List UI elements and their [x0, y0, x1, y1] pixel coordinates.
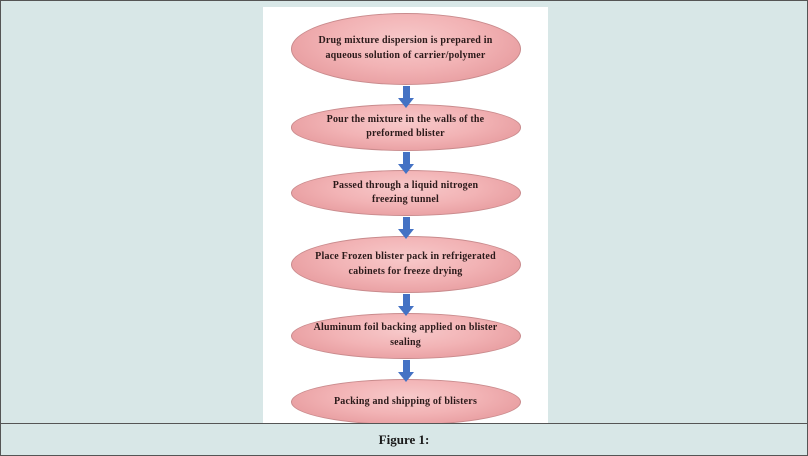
flowchart: [263, 7, 548, 425]
flow-arrow-2: [398, 152, 414, 169]
flow-node-1: [291, 13, 521, 85]
flow-node-3-label: Passed through a liquid nitrogen freezing tunnel: [332, 179, 479, 206]
flow-arrow-5: [398, 360, 414, 377]
flow-arrow-4: [398, 294, 414, 311]
flow-arrow-3: [398, 217, 414, 234]
flow-node-2: [291, 104, 521, 150]
flow-node-6: [291, 379, 521, 425]
flow-node-5: [291, 313, 521, 359]
arrow-head-icon: [398, 372, 414, 382]
arrow-head-icon: [398, 306, 414, 316]
figure-caption-bar: [1, 423, 807, 455]
flow-node-5-label: Aluminum foil backing applied on blister sealing: [313, 322, 498, 348]
flow-node-4-label: Place Frozen blister pack in refrigerated cabinets for freeze drying: [315, 251, 496, 277]
flow-arrow-1: [398, 86, 414, 103]
flow-node-3: [291, 170, 521, 216]
arrow-head-icon: [398, 98, 414, 108]
flow-node-4: [291, 236, 521, 294]
arrow-head-icon: [398, 229, 414, 239]
arrow-head-icon: [398, 164, 414, 174]
flow-node-2-label: Pour the mixture in the walls of the preformed blister: [326, 113, 485, 140]
figure-panel: [263, 7, 548, 425]
figure-caption: Figure 1:: [378, 431, 430, 447]
flow-node-1-label: Drug mixture dispersion is prepared in aqueous solution of carrier/polymer: [318, 35, 493, 61]
flow-node-6-label: Packing and shipping of blisters: [333, 395, 478, 407]
